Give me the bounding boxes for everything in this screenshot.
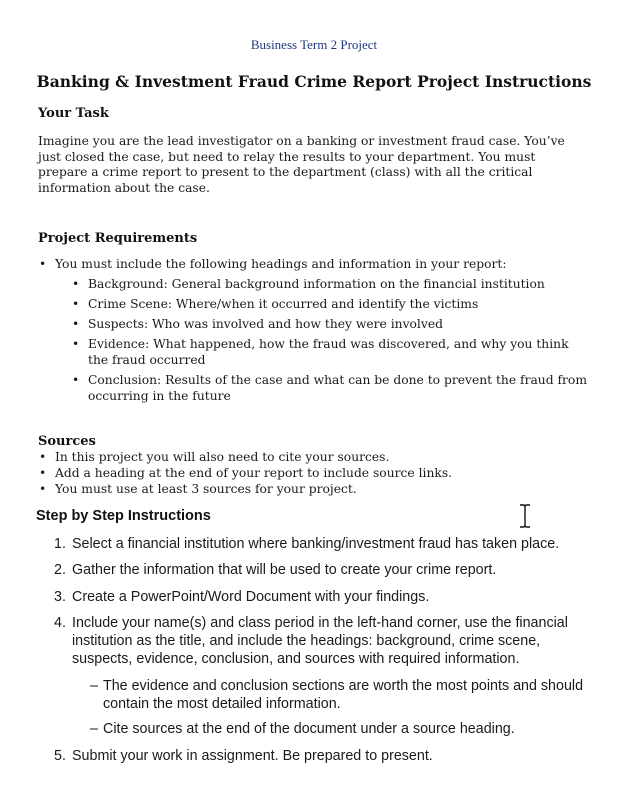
step-text: Create a PowerPoint/Word Document with your findings. <box>72 589 430 605</box>
paragraph-line: just closed the case, but need to relay the results to your department. You must <box>38 149 536 164</box>
bullet-icon: • <box>39 482 47 496</box>
requirements-intro <box>39 257 615 273</box>
bullet-text: occurring in the future <box>88 388 231 403</box>
dash-icon: – <box>90 678 98 694</box>
bullet-icon: • <box>72 297 80 311</box>
bullet-icon: • <box>72 317 80 331</box>
step-text: Submit your work in assignment. Be prepared to present. <box>72 748 433 764</box>
sources-item <box>39 482 615 498</box>
requirement-item-conclusion <box>72 373 608 404</box>
step-number: 2. <box>54 562 66 578</box>
step-number: 5. <box>54 748 66 764</box>
bullet-icon: • <box>39 450 47 464</box>
bullet-text: Background: General background information on the financial institution <box>88 277 545 291</box>
bullet-icon: • <box>72 373 80 387</box>
bullet-text: You must use at least 3 sources for your project. <box>55 482 357 496</box>
requirement-item-background <box>72 277 608 293</box>
requirement-item-suspects <box>72 317 608 333</box>
dash-icon: – <box>90 721 98 737</box>
paragraph-line: information about the case. <box>38 180 210 195</box>
document-title: Banking & Investment Fraud Crime Report Project Instructions <box>36 72 592 91</box>
bullet-text: In this project you will also need to cite your sources. <box>55 450 390 464</box>
bullet-text: Crime Scene: Where/when it occurred and identify the victims <box>88 297 479 311</box>
bullet-text: the fraud occurred <box>88 352 206 367</box>
bullet-icon: • <box>72 277 80 291</box>
requirement-item-crime-scene <box>72 297 608 313</box>
bullet-text: Conclusion: Results of the case and what can be done to prevent the fraud from <box>88 373 587 387</box>
step-number: 3. <box>54 589 66 605</box>
paragraph-line: Imagine you are the lead investigator on a banking or investment fraud case. You’ve <box>38 134 565 148</box>
bullet-text: Add a heading at the end of your report to include source links. <box>55 466 453 480</box>
bullet-icon: • <box>72 337 80 351</box>
sub-item-text: Cite sources at the end of the document under a source heading. <box>103 721 515 737</box>
bullet-text: You must include the following headings and information in your report: <box>55 257 507 271</box>
sources-heading: Sources <box>38 434 96 449</box>
step-number: 1. <box>54 536 66 552</box>
step-text: Gather the information that will be used to create your crime report. <box>72 562 497 578</box>
requirement-item-evidence <box>72 337 608 368</box>
your-task-paragraph <box>38 134 598 196</box>
step-text: suspects, evidence, conclusion, and sources with required information. <box>72 651 520 667</box>
step-text: institution as the title, and include the headings: background, crime scene, <box>72 633 541 649</box>
bullet-text: Suspects: Who was involved and how they were involved <box>88 317 443 331</box>
sub-item-text: contain the most detailed information. <box>103 696 341 712</box>
paragraph-line: prepare a crime report to present to the department (class) with all the critical <box>38 165 533 179</box>
bullet-text: Evidence: What happened, how the fraud was discovered, and why you think <box>88 337 569 351</box>
text-cursor-icon <box>518 504 532 528</box>
step-text: Include your name(s) and class period in the left-hand corner, use the financial <box>72 615 568 631</box>
requirements-heading: Project Requirements <box>38 231 198 246</box>
sources-item <box>39 466 615 482</box>
step-number: 4. <box>54 615 66 631</box>
document-header: Business Term 2 Project <box>250 37 378 52</box>
bullet-icon: • <box>39 257 47 271</box>
steps-heading: Step by Step Instructions <box>36 508 211 524</box>
sub-item-text: The evidence and conclusion sections are worth the most points and should <box>103 678 584 694</box>
bullet-icon: • <box>39 466 47 480</box>
step-text: Select a financial institution where banking/investment fraud has taken place. <box>72 536 560 552</box>
sources-item <box>39 450 615 466</box>
your-task-heading: Your Task <box>38 106 109 121</box>
